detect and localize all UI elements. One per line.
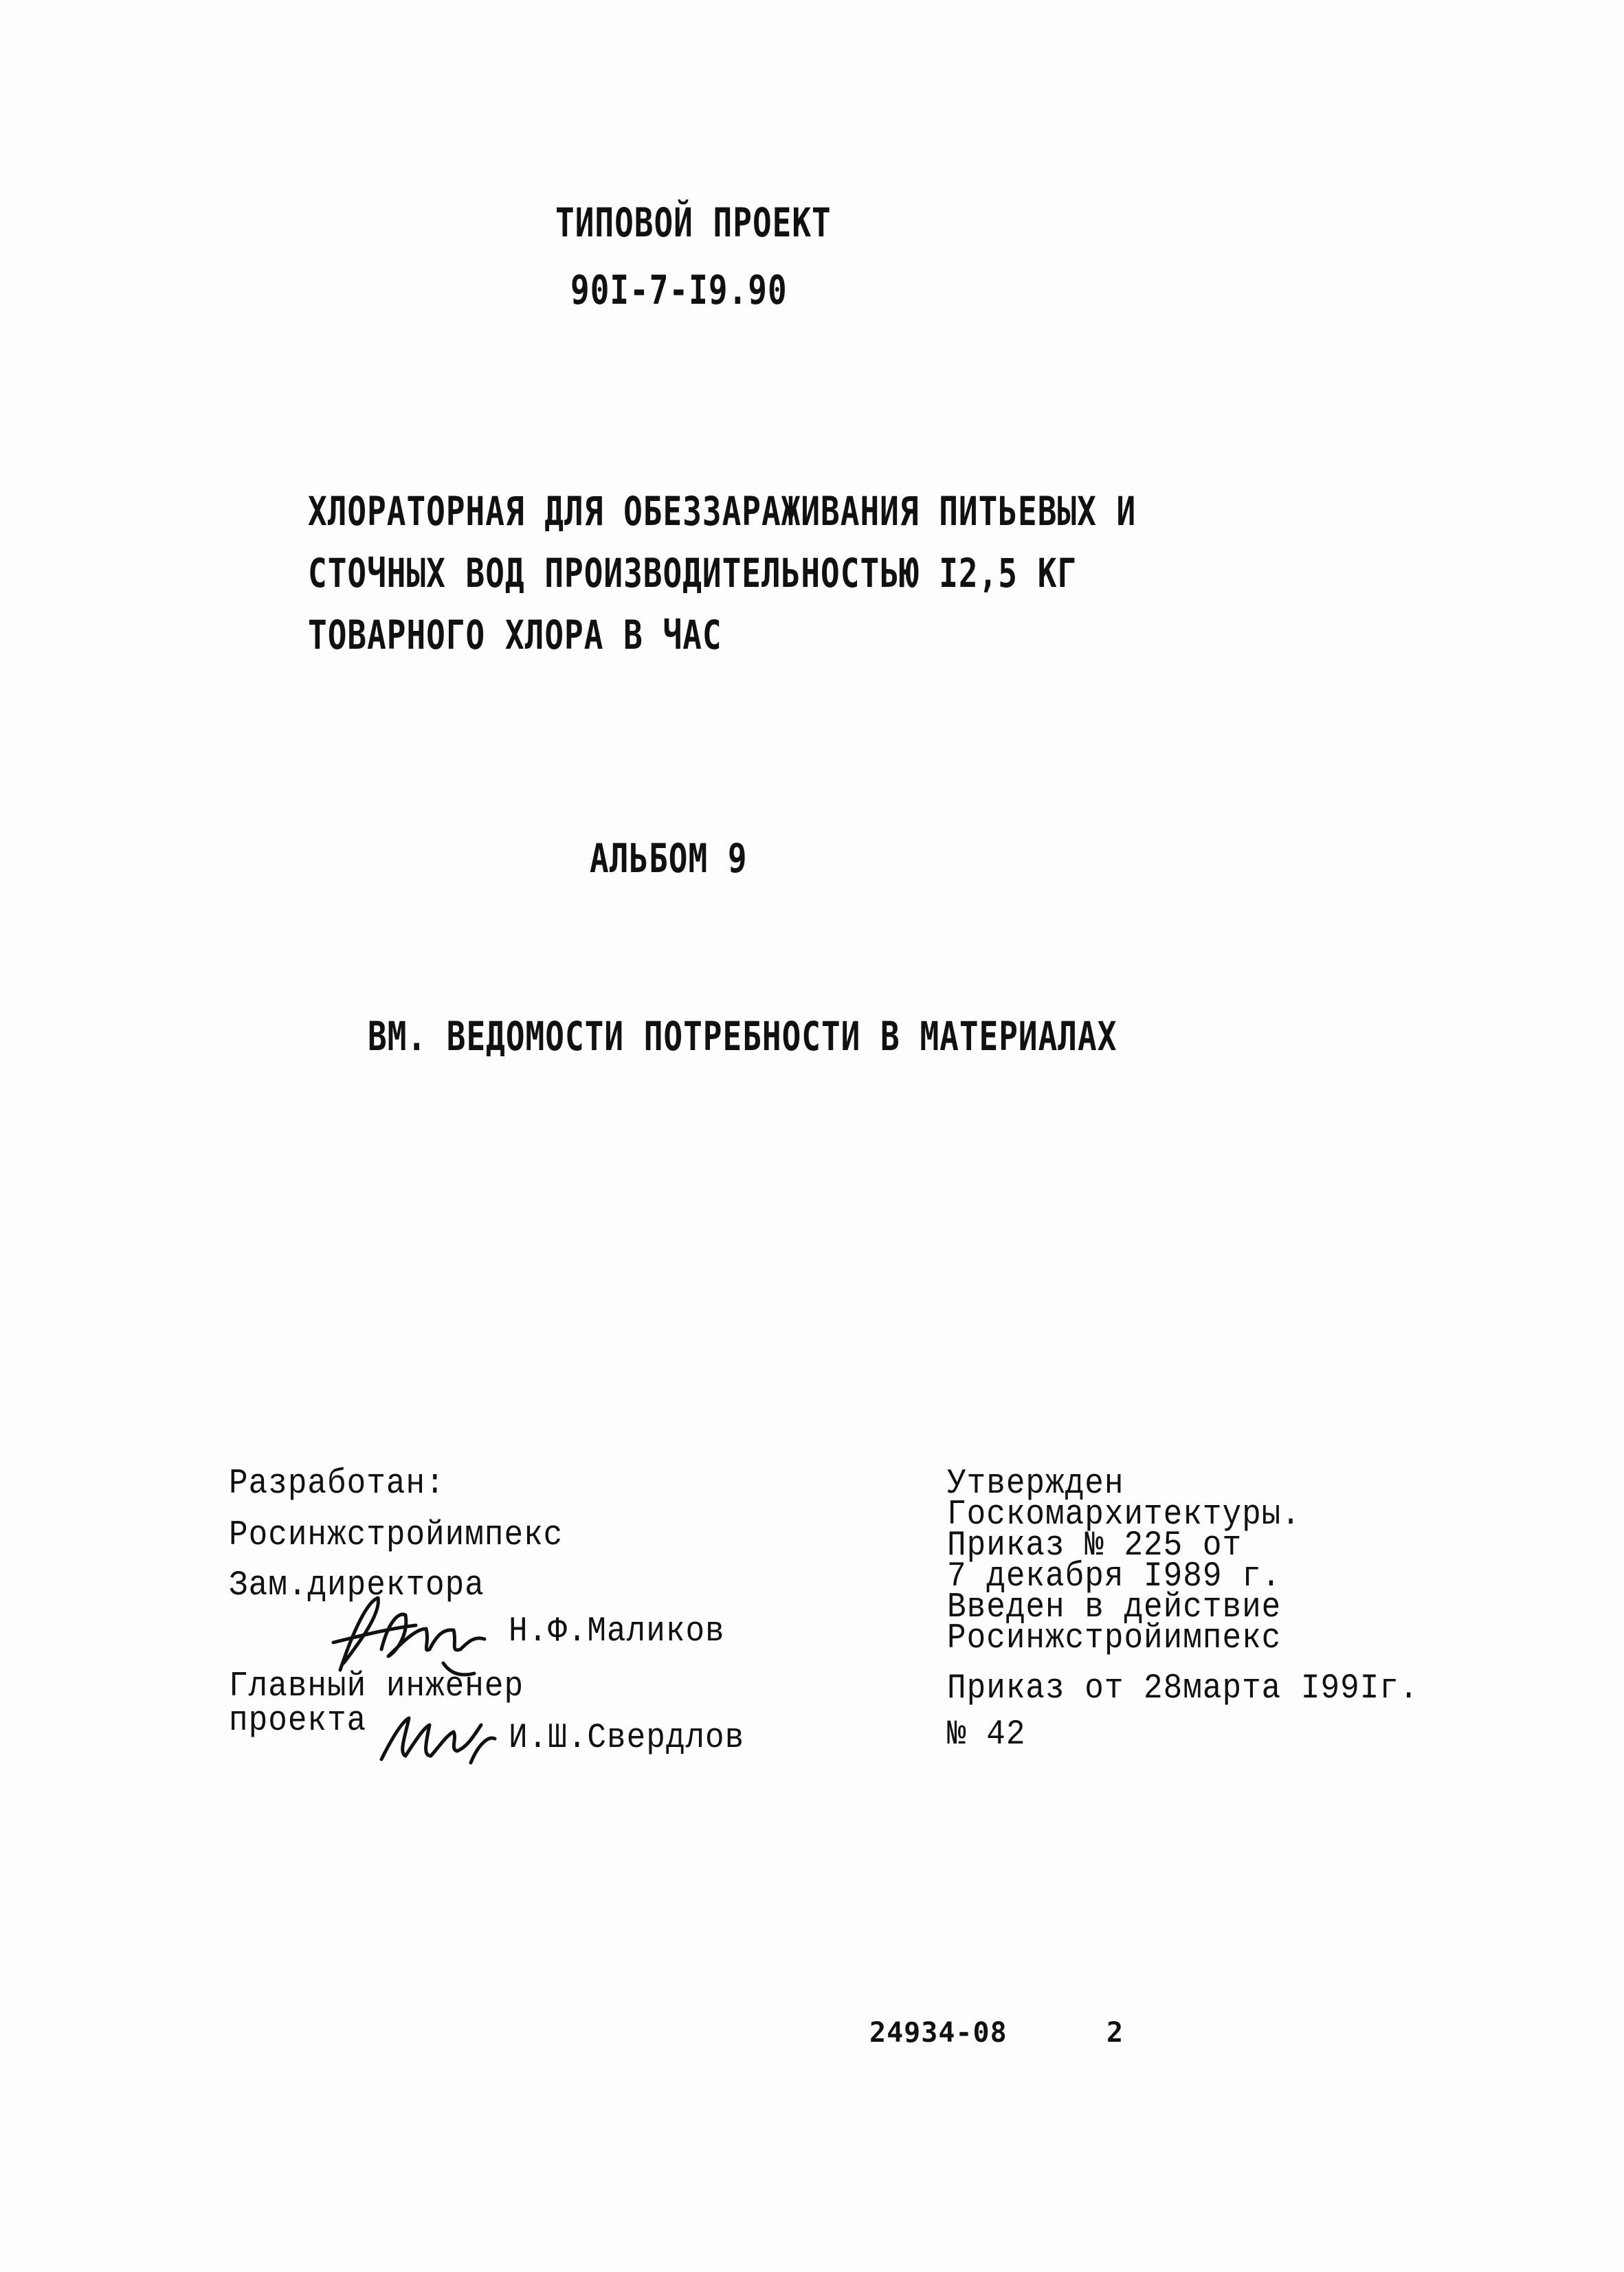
approved-line-7: Приказ от 28марта I99Iг. — [947, 1669, 1419, 1708]
title-line-2: СТОЧНЫХ ВОД ПРОИЗВОДИТЕЛЬНОСТЬЮ I2,5 КГ — [308, 550, 1078, 597]
page-number: 2 — [1106, 2017, 1124, 2049]
deputy-director-signature — [313, 1588, 498, 1684]
project-type-label: ТИПОВОЙ ПРОЕКТ — [555, 199, 832, 246]
title-line-1: ХЛОРАТОРНАЯ ДЛЯ ОБЕЗЗАРАЖИВАНИЯ ПИТЬЕВЫХ И — [308, 488, 1137, 535]
album-label: АЛЬБОМ 9 — [590, 835, 748, 882]
approved-line-1: Утвержден — [947, 1464, 1124, 1504]
developed-label: Разработан: — [229, 1464, 445, 1504]
chief-engineer-signature — [368, 1697, 505, 1773]
approved-line-3: Приказ № 225 от — [947, 1526, 1243, 1566]
approved-line-8: № 42 — [947, 1715, 1026, 1755]
deputy-director-role: Зам.директора — [229, 1566, 485, 1605]
deputy-director-name: Н.Ф.Маликов — [509, 1612, 725, 1651]
project-number: 90I-7-I9.90 — [570, 267, 788, 313]
document-code: 24934-08 — [869, 2017, 1008, 2049]
title-line-3: ТОВАРНОГО ХЛОРА В ЧАС — [308, 612, 722, 658]
chief-engineer-role-2: проекта — [229, 1701, 367, 1741]
chief-engineer-role: Главный инженер — [229, 1667, 524, 1706]
approved-line-4: 7 декабря I989 г. — [947, 1557, 1282, 1596]
section-subtitle: ВМ. ВЕДОМОСТИ ПОТРЕБНОСТИ В МАТЕРИАЛАХ — [368, 1013, 1117, 1060]
developer-org: Росинжстройимпекс — [229, 1515, 564, 1555]
approved-line-2: Госкомархитектуры. — [947, 1495, 1301, 1535]
chief-engineer-name: И.Ш.Свердлов — [509, 1718, 745, 1758]
approved-line-5: Введен в действие — [947, 1588, 1282, 1627]
approved-line-6: Росинжстройимпекс — [947, 1618, 1282, 1658]
